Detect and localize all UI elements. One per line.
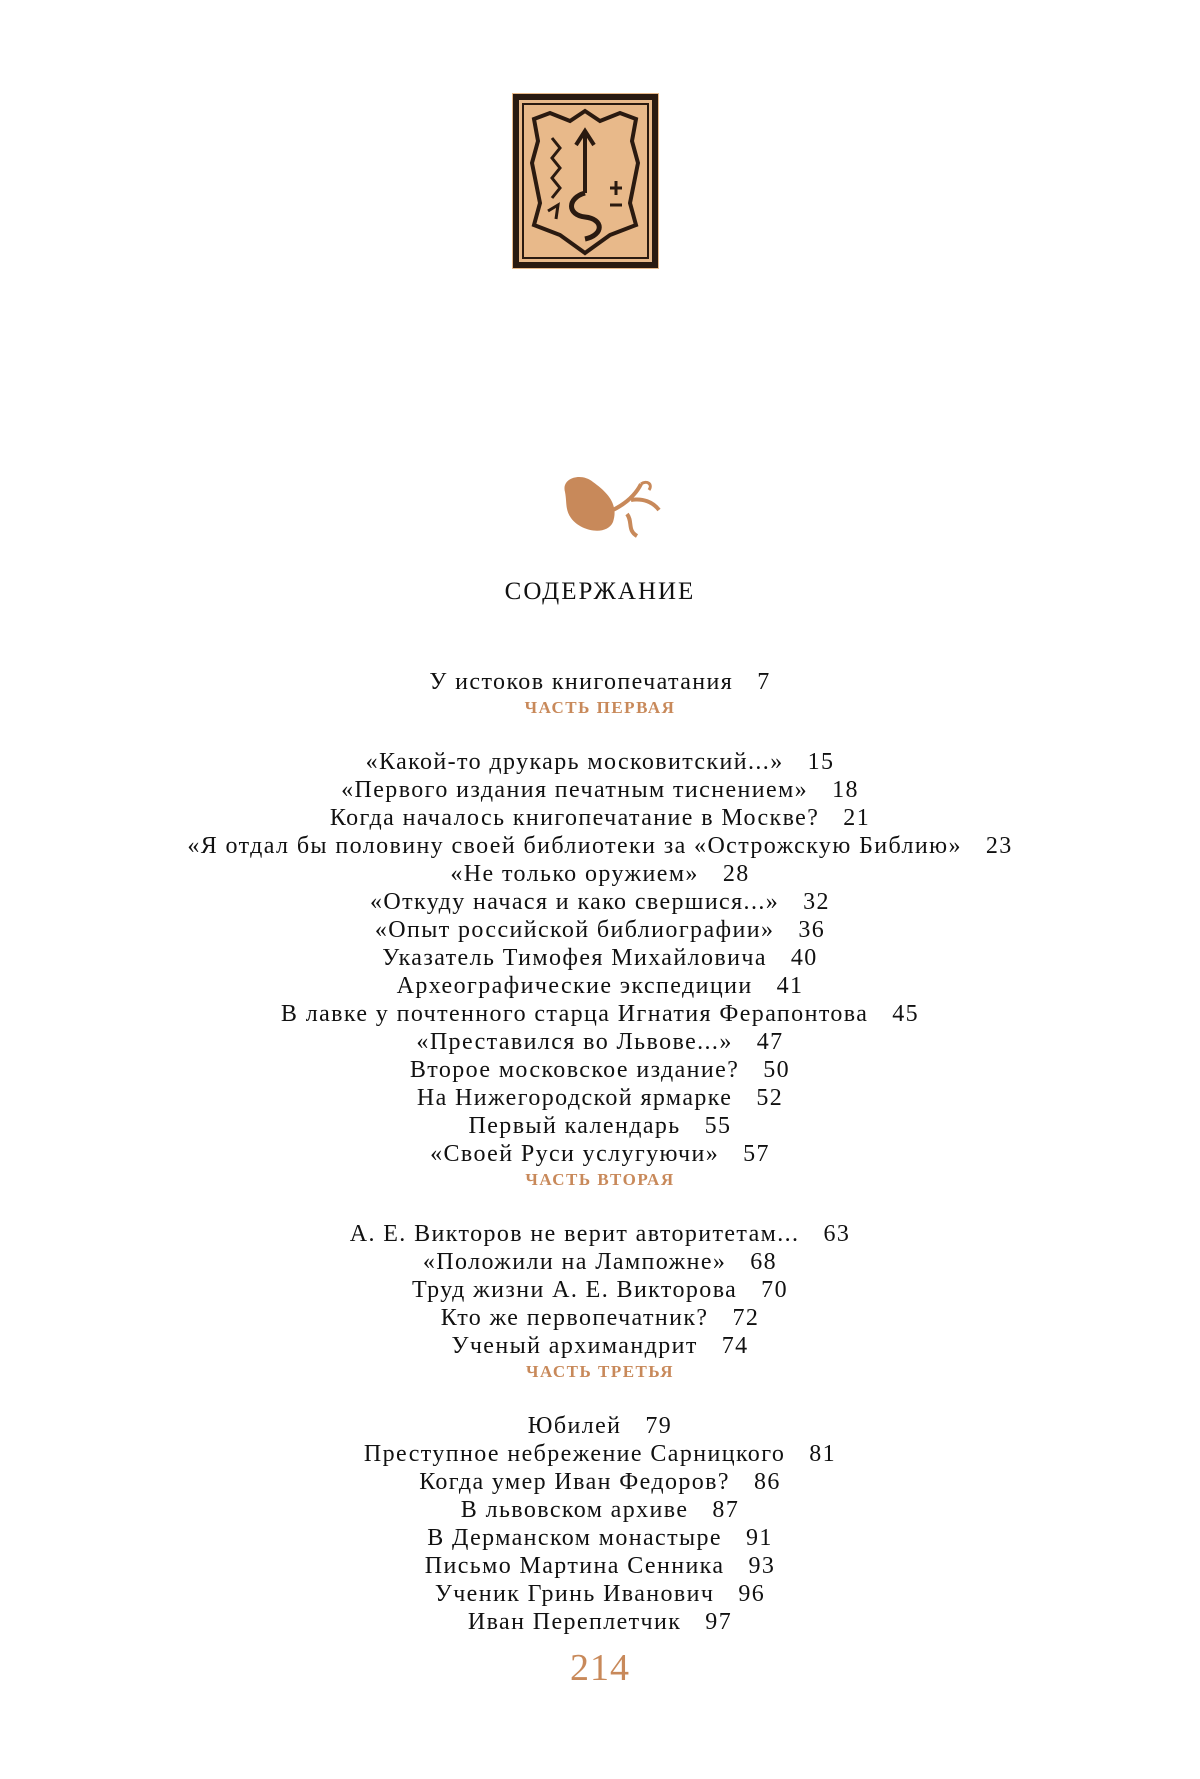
toc-entry[interactable] [0,804,1200,832]
toc-entry-intro[interactable] [0,668,1200,696]
entry-title: Ученый архимандрит [451,1333,698,1359]
part-heading-3: ЧАСТЬ ТРЕТЬЯ [525,1362,675,1381]
entry-title: «Опыт российской библиографии» [374,917,775,943]
entry-page: 18 [832,777,859,803]
toc-entry[interactable] [0,1276,1200,1304]
entry-title: «Какой-то друкарь московитский...» [365,749,784,775]
entry-page: 63 [823,1221,851,1247]
entry-page: 15 [807,749,835,775]
entry-title: Первый календарь [468,1113,681,1139]
entry-page: 57 [743,1141,770,1167]
toc-entry[interactable] [0,832,1200,860]
entry-title: Кто же первопечатник? [440,1305,709,1331]
toc-title: СОДЕРЖАНИЕ [504,578,696,605]
entry-page: 93 [748,1553,776,1579]
entry-page: 86 [753,1469,781,1495]
entry-title: У истоков книгопечатания [429,669,734,695]
entry-title: Ученик Гринь Иванович [434,1581,715,1607]
entry-title: «Откуду начася и како свершися...» [370,889,780,915]
toc-entry[interactable] [0,1056,1200,1084]
entry-page: 96 [738,1581,766,1607]
entry-page: 41 [776,973,804,999]
entry-title: Преступное небрежение Сарницкого [363,1441,786,1467]
toc-entry[interactable] [0,1524,1200,1552]
entry-page: 52 [756,1085,784,1111]
entry-page: 74 [721,1333,749,1359]
entry-title: В львовском архиве [460,1497,689,1523]
toc-entry[interactable] [0,1412,1200,1440]
toc-entry[interactable] [0,888,1200,916]
entry-title: В Дерманском монастыре [427,1525,722,1551]
toc-entry[interactable] [0,860,1200,888]
toc-entry[interactable] [0,1140,1200,1168]
toc-entry[interactable] [0,1000,1200,1028]
toc-entry[interactable] [0,1248,1200,1276]
toc-entry[interactable] [0,1552,1200,1580]
entry-title: Иван Переплетчик [467,1609,682,1635]
entry-page: 70 [761,1277,788,1303]
toc-entry[interactable] [0,1028,1200,1056]
toc-entry[interactable] [0,916,1200,944]
toc-entry[interactable] [0,776,1200,804]
entry-page: 32 [803,889,830,915]
toc-entry[interactable] [0,1608,1200,1636]
entry-page: 28 [722,861,750,887]
toc-entry[interactable] [0,1468,1200,1496]
toc-entry[interactable] [0,1332,1200,1360]
entry-page: 23 [985,833,1013,859]
entry-title: «Я отдал бы половину своей библиотеки за «Острожскую Библию» [187,833,962,859]
entry-title: Когда умер Иван Федоров? [419,1469,730,1495]
entry-title: «Первого издания печатным тиснением» [341,777,809,803]
entry-title: Юбилей [527,1413,622,1439]
toc-entry[interactable] [0,1496,1200,1524]
entry-title: Труд жизни А. Е. Викторова [412,1277,738,1303]
entry-title: В лавке у почтенного старца Игнатия Ферапонтова [280,1001,869,1027]
toc-entry[interactable] [0,1304,1200,1332]
toc-entry[interactable] [0,1220,1200,1248]
toc-entry[interactable] [0,748,1200,776]
entry-title: Археографические экспедиции [396,973,753,999]
printer-mark-icon [512,93,659,269]
entry-page: 21 [843,805,871,831]
part-heading-1: ЧАСТЬ ПЕРВАЯ [524,698,676,717]
entry-title: «Преставился во Львове...» [416,1029,733,1055]
page-number: 214 [570,1647,630,1689]
entry-page: 72 [732,1305,760,1331]
toc-entry[interactable] [0,972,1200,1000]
entry-title: «Не только оружием» [450,861,699,887]
entry-page: 79 [645,1413,673,1439]
entry-page: 47 [756,1029,784,1055]
entry-page: 50 [763,1057,791,1083]
entry-page: 87 [712,1497,740,1523]
toc-entry[interactable] [0,1112,1200,1140]
entry-title: «Положили на Лампожне» [422,1249,727,1275]
entry-page: 45 [892,1001,920,1027]
entry-page: 91 [745,1525,773,1551]
entry-page: 36 [798,917,826,943]
entry-title: На Нижегородской ярмарке [416,1085,733,1111]
entry-title: А. Е. Викторов не верит авторитетам... [349,1221,800,1247]
entry-title: «Своей Руси услугуючи» [430,1141,720,1167]
entry-page: 40 [790,945,818,971]
entry-page: 7 [757,669,771,695]
table-of-contents [0,668,1200,1636]
toc-entry[interactable] [0,1440,1200,1468]
part-heading-2: ЧАСТЬ ВТОРАЯ [525,1170,675,1189]
entry-page: 68 [750,1249,778,1275]
entry-title: Письмо Мартина Сенника [424,1553,725,1579]
entry-title: Второе московское издание? [409,1057,740,1083]
toc-entry[interactable] [0,1580,1200,1608]
toc-entry[interactable] [0,1084,1200,1112]
entry-title: Указатель Тимофея Михайловича [382,945,767,971]
entry-page: 55 [704,1113,732,1139]
entry-page: 81 [809,1441,837,1467]
ornament-icon [557,470,667,540]
entry-title: Когда началось книгопечатание в Москве? [329,805,820,831]
entry-page: 97 [705,1609,733,1635]
toc-entry[interactable] [0,944,1200,972]
